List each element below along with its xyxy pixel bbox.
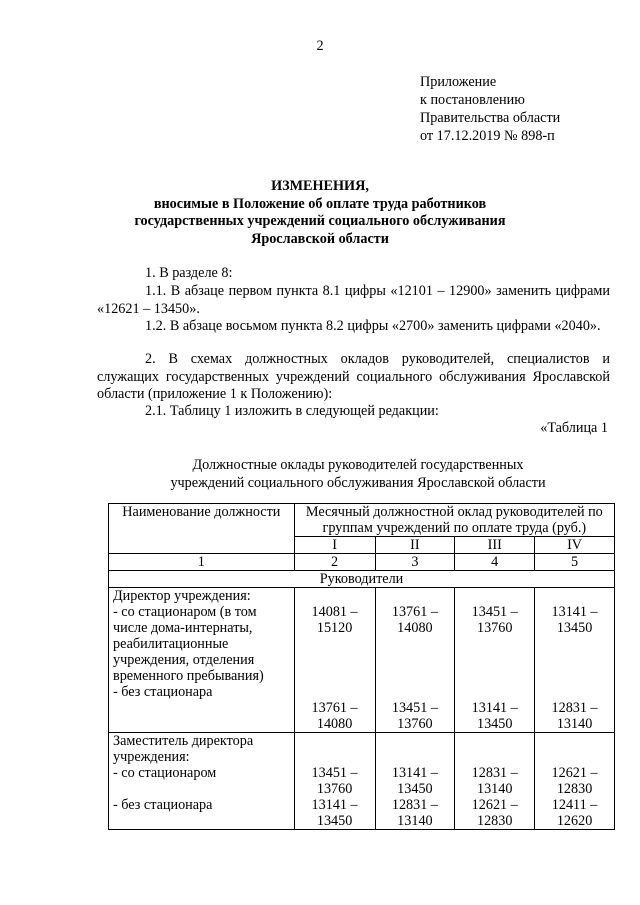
salary-value: 14081 – 15120 (311, 604, 358, 636)
salary-cell (375, 733, 455, 830)
header-salary: Месячный должностной оклад руководителей по группам учреждений по оплате труда (руб.) (294, 504, 614, 537)
salary-value: 13141 – 13450 (551, 604, 598, 636)
appendix-line: Приложение (420, 74, 497, 90)
salary-value: 12411 – 12620 (551, 797, 598, 829)
position-cell (109, 733, 295, 830)
table-row-deputy (109, 733, 615, 830)
salary-cell (455, 588, 535, 733)
salary-value: 13141 – 13450 (471, 700, 518, 732)
salary-value: 12831 – 13140 (391, 797, 438, 829)
table-numbers-row (109, 554, 615, 571)
paragraph-2-1 (97, 403, 610, 421)
salary-value: 12831 – 13140 (471, 765, 518, 797)
table-title (0, 456, 640, 492)
appendix-block (420, 73, 560, 145)
group-cell: III (455, 537, 535, 554)
paragraph-1-1 (97, 283, 610, 318)
salary-cell (535, 733, 615, 830)
paragraph-text: 1.2. В абзаце восьмом пункта 8.2 цифры «2700» заменить цифрами «2040». (145, 318, 601, 334)
paragraph-1-2 (97, 318, 610, 336)
number-cell: 3 (375, 554, 455, 571)
heading-line: ИЗМЕНЕНИЯ, (271, 178, 369, 194)
salary-value: 12621 – 12830 (471, 797, 518, 829)
table-title-line: Должностные оклады руководителей государственных (192, 457, 524, 473)
salary-value: 13451 – 13760 (311, 765, 358, 797)
number-cell: 2 (294, 554, 375, 571)
document-heading (0, 178, 640, 248)
paragraph-text: 2.1. Таблицу 1 изложить в следующей редакции: (145, 403, 439, 419)
salary-value: 12831 – 13140 (551, 700, 598, 732)
salary-cell (294, 588, 375, 733)
salary-value: 13141 – 13450 (311, 797, 358, 829)
position-title: Директор учреждения: (113, 588, 251, 604)
group-cell: IV (535, 537, 615, 554)
salary-value: 13141 – 13450 (391, 765, 438, 797)
table-title-line: учреждений социального обслуживания Ярославской области (170, 475, 546, 491)
appendix-line: Правительства области (420, 110, 561, 126)
position-variant: - без стационара (113, 797, 213, 813)
salary-table (108, 503, 615, 830)
salary-value: 13451 – 13760 (391, 700, 438, 732)
table-header-row (109, 504, 615, 537)
paragraph-2 (97, 351, 610, 404)
number-cell: 4 (455, 554, 535, 571)
number-cell: 1 (109, 554, 295, 571)
table-row-director (109, 588, 615, 733)
page-number: 2 (316, 38, 324, 54)
table-reference: «Таблица 1 (540, 420, 608, 436)
position-variant: - со стационаром (в том числе дома-интернаты, реабилитационные учреждения, отделения временного пребывания) (113, 604, 264, 684)
salary-cell (535, 588, 615, 733)
salary-cell (375, 588, 455, 733)
salary-cell (294, 733, 375, 830)
table-section-row (109, 571, 615, 588)
paragraph-text: 1.1. В абзаце первом пункта 8.1 цифры «12101 – 12900» заменить цифрами «12621 – 13450». (97, 283, 610, 317)
salary-value: 13761 – 14080 (311, 700, 358, 732)
paragraph-text: 2. В схемах должностных окладов руководителей, специалистов и служащих государственных учреждений социального обслуживания Ярославской области (приложение 1 к Положению): (97, 351, 610, 402)
paragraph-text: 1. В разделе 8: (145, 265, 233, 281)
appendix-line: к постановлению (420, 92, 525, 108)
salary-value: 13761 – 14080 (391, 604, 438, 636)
position-title: Заместитель директора учреждения: (113, 733, 254, 765)
section-title: Руководители (109, 571, 615, 588)
salary-value: 12621 – 12830 (551, 765, 598, 797)
heading-line: Ярославской области (251, 230, 389, 247)
appendix-line: от 17.12.2019 № 898-п (420, 128, 555, 144)
group-cell: II (375, 537, 455, 554)
header-position: Наименование должности (109, 504, 295, 554)
number-cell: 5 (535, 554, 615, 571)
position-cell (109, 588, 295, 733)
position-variant: - со стационаром (113, 765, 217, 781)
heading-line: вносимые в Положение об оплате труда работников (153, 195, 487, 212)
position-variant: - без стационара (113, 684, 213, 700)
heading-line: государственных учреждений социального обслуживания (134, 213, 506, 229)
group-cell: I (294, 537, 375, 554)
salary-cell (455, 733, 535, 830)
paragraph-1 (97, 265, 610, 283)
salary-value: 13451 – 13760 (471, 604, 518, 636)
